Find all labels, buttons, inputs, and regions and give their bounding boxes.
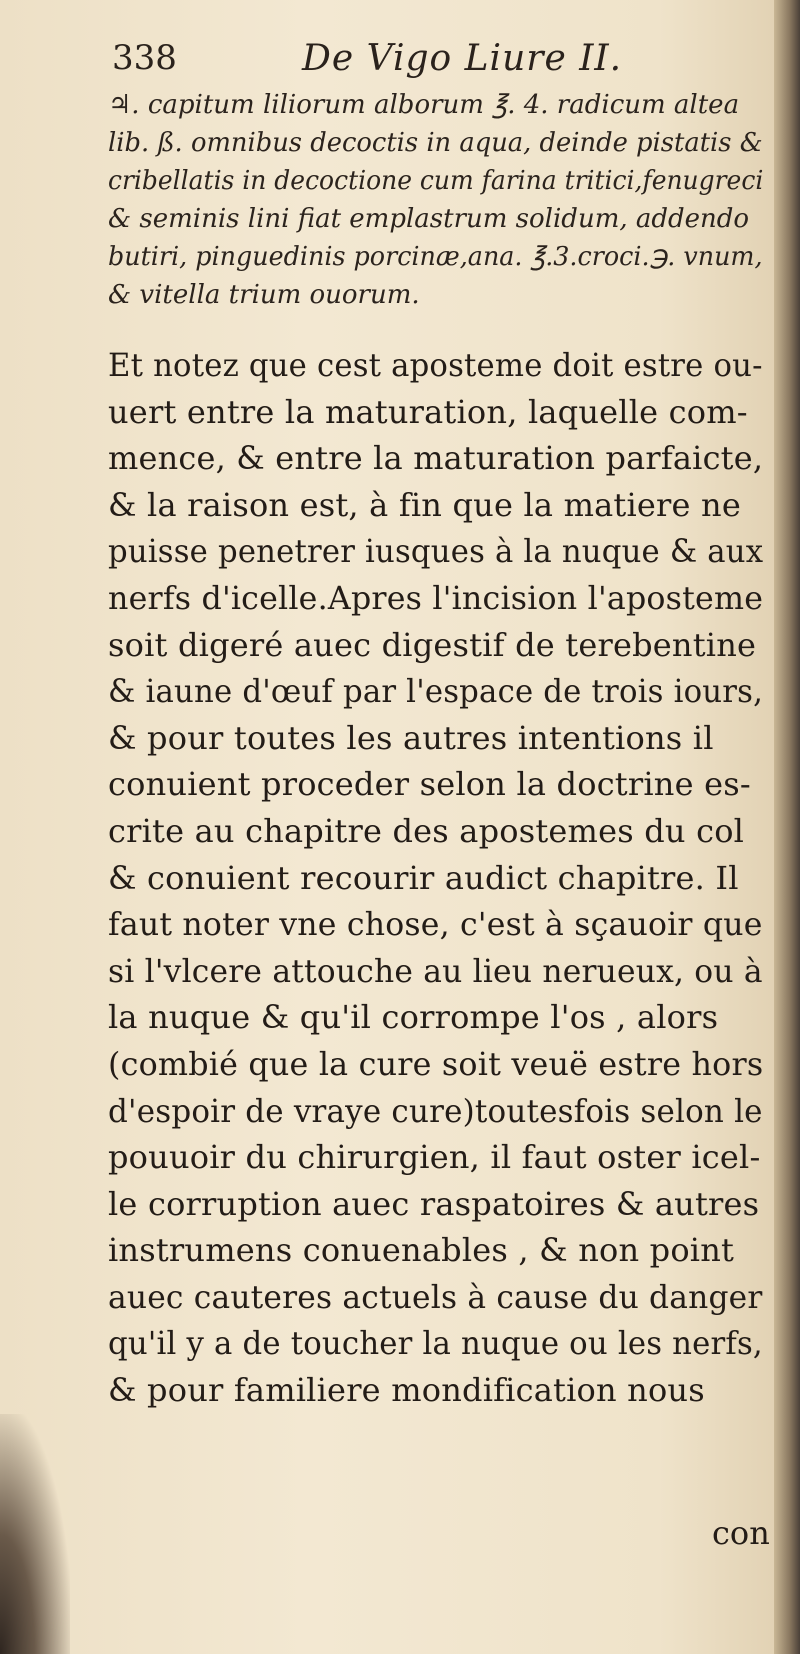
recipe-line: cribellatis in decoctione cum farina tritici,fenugreci (108, 166, 764, 196)
page-number: 338 (112, 38, 177, 78)
gutter-shadow (774, 0, 800, 1654)
recipe-block (108, 86, 773, 314)
text-line: & la raison est, à fin que la matiere ne (108, 485, 741, 524)
text-line: le corruption auec raspatoires & autres (108, 1184, 760, 1223)
text-line: d'espoir de vraye cure)toutesfois selon le (108, 1091, 763, 1130)
corner-stain (0, 1414, 70, 1654)
text-line: instrumens conuenables , & non point (108, 1231, 735, 1270)
text-line: (combié que la cure soit veuë estre hors (108, 1044, 764, 1083)
text-line: mence, & entre la maturation parfaicte, (108, 439, 764, 478)
text-line: uert entre la maturation, laquelle com- (108, 392, 748, 431)
text-line: crite au chapitre des apostemes du col (108, 811, 745, 850)
running-title: De Vigo Liure II. (302, 38, 623, 79)
text-line: conuient proceder selon la doctrine es- (108, 765, 751, 804)
catchword: con (712, 1514, 770, 1552)
text-line: & iaune d'œuf par l'espace de trois iours, (108, 672, 764, 711)
text-line: qu'il y a de toucher la nuque ou les nerfs, (108, 1324, 763, 1363)
recipe-line: butiri, pinguedinis porcinæ,ana. ℥.3.croci.℈. vnum, (108, 242, 763, 272)
text-line: auec cauteres actuels à cause du danger (108, 1277, 763, 1316)
text-line: & conuient recourir audict chapitre. Il (108, 858, 739, 897)
body-text (108, 342, 773, 1414)
recipe-line: lib. ß. omnibus decoctis in aqua, deinde pistatis & (108, 128, 763, 158)
recipe-line: & vitella trium ouorum. (108, 280, 420, 310)
text-line: & pour toutes les autres intentions il (108, 718, 714, 757)
text-line: pouuoir du chirurgien, il faut oster icel- (108, 1138, 761, 1177)
text-line: Et notez que cest aposteme doit estre ou- (108, 346, 763, 384)
text-line: si l'vlcere attouche au lieu nerueux, ou à (108, 951, 763, 990)
text-line: soit digeré auec digestif de terebentine (108, 625, 757, 664)
page-header (112, 38, 752, 88)
text-line: la nuque & qu'il corrompe l'os , alors (108, 998, 719, 1037)
text-line: nerfs d'icelle.Apres l'incision l'aposteme (108, 578, 764, 617)
text-line: & pour familiere mondification nous (108, 1371, 705, 1410)
text-line: faut noter vne chose, c'est à sçauoir que (108, 905, 763, 944)
text-line: puisse penetrer iusques à la nuque & aux (108, 532, 764, 571)
recipe-line: ♃. capitum liliorum alborum ℥. 4. radicum altea (108, 90, 740, 120)
recipe-line: & seminis lini fiat emplastrum solidum, addendo (108, 204, 750, 234)
